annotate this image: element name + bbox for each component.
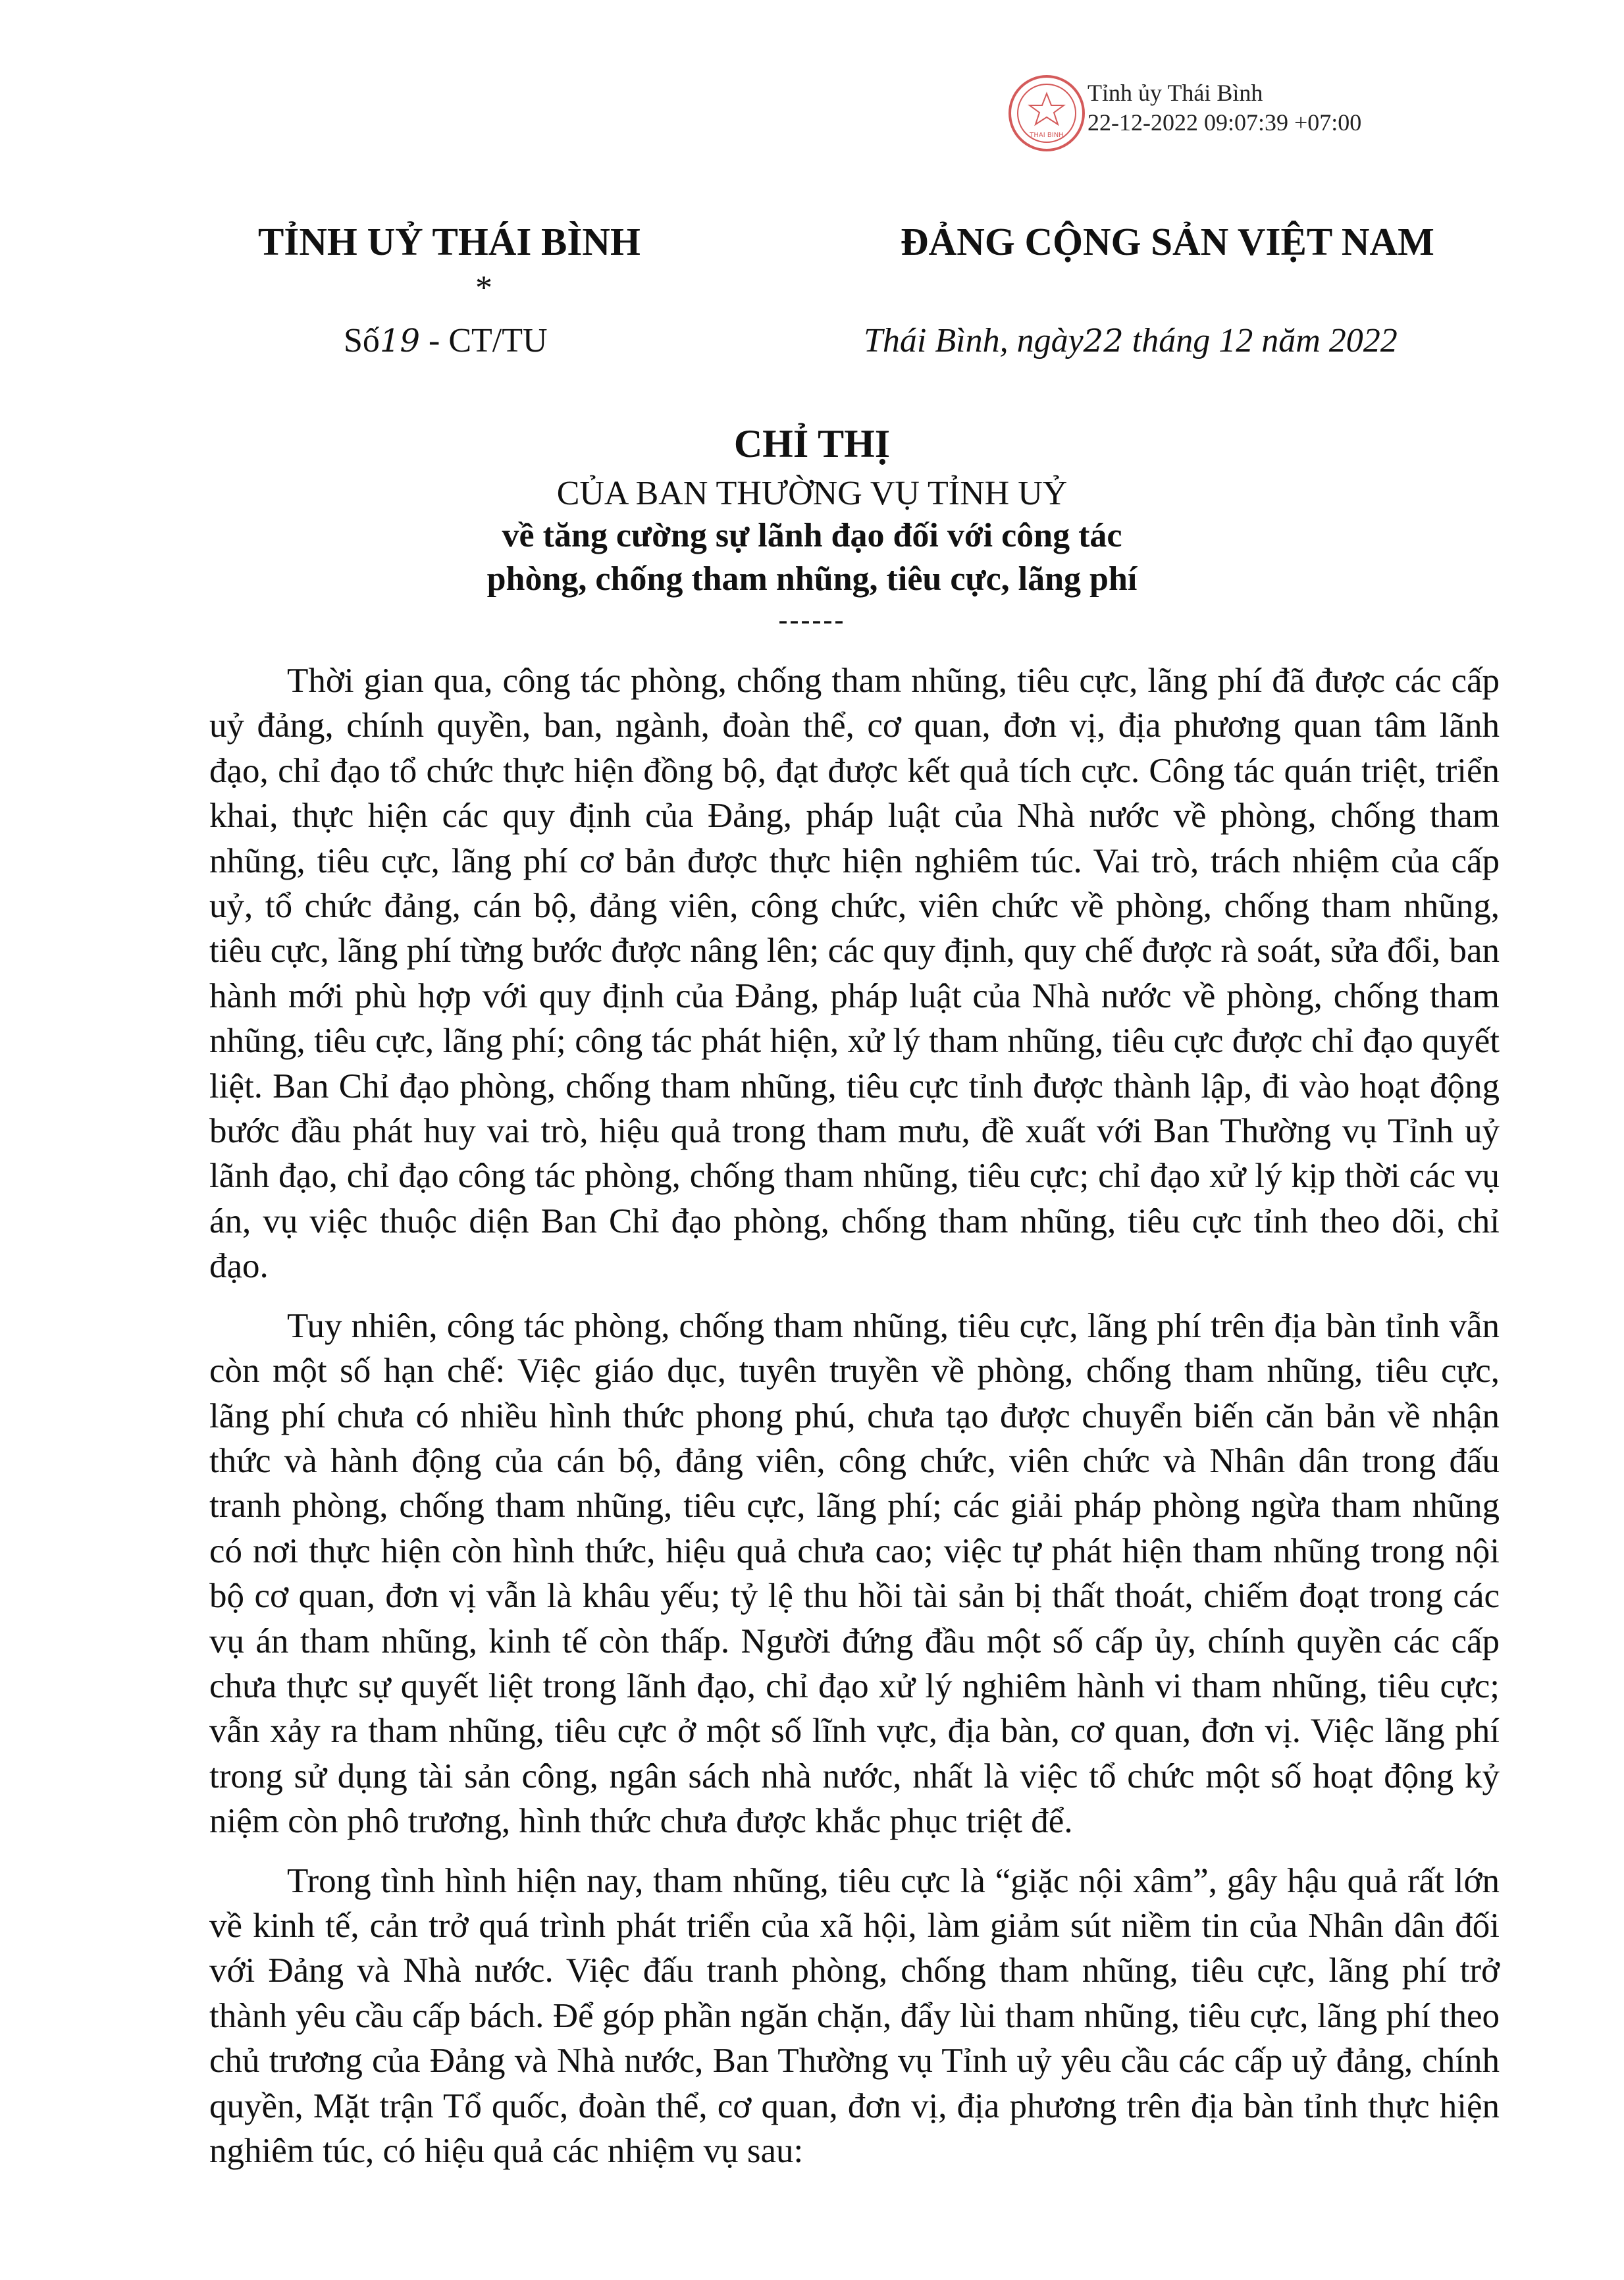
place-and-date [864, 321, 1398, 360]
document-issuer: CỦA BAN THƯỜNG VỤ TỈNH UỶ [556, 475, 1068, 512]
date-day-handwritten: 22 [1083, 323, 1124, 359]
subject-line-1: về tăng cường sự lãnh đạo đối với công tác [502, 517, 1122, 554]
date-suffix: tháng 12 năm 2022 [1132, 322, 1398, 359]
doc-number-suffix: - CT/TU [429, 322, 548, 359]
body-paragraph: Thời gian qua, công tác phòng, chống tham nhũng, tiêu cực, lãng phí đã được các cấp uỷ đảng, chính quyền, ban, ngành, đoàn thể, cơ quan, đơn vị, địa phương quan tâm lãnh đạo, chỉ đạo tổ chức thực hiện đồng bộ, đạt được kết quả tích cực. Công tác quán triệt, triển khai, thực hiện các quy định của Đảng, pháp luật của Nhà nước về phòng, chống tham nhũng, tiêu cực, lãng phí cơ bản được thực hiện nghiêm túc. Vai trò, trách nhiệm của cấp uỷ, tổ chức đảng, cán bộ, đảng viên, công chức, viên chức về phòng, chống tham nhũng, tiêu cực, lãng phí từng bước được nâng lên; các quy định, quy chế được rà soát, sửa đổi, ban hành mới phù hợp với quy định của Đảng, pháp luật của Nhà nước về phòng, chống tham nhũng, tiêu cực, lãng phí; công tác phát hiện, xử lý tham nhũng, tiêu cực được chỉ đạo quyết liệt. Ban Chỉ đạo phòng, chống tham nhũng, tiêu cực tỉnh được thành lập, đi vào hoạt động bước đầu phát huy vai trò, hiệu quả trong tham mưu, đề xuất với Ban Thường vụ Tỉnh uỷ lãnh đạo, chỉ đạo công tác phòng, chống tham nhũng, tiêu cực; chỉ đạo xử lý kịp thời các vụ án, vụ việc thuộc diện Ban Chỉ đạo phòng, chống tham nhũng, tiêu cực tỉnh theo dõi, chỉ đạo. [209, 662, 1500, 1286]
svg-text:THAI BINH: THAI BINH [1030, 132, 1064, 139]
body-paragraph: Tuy nhiên, công tác phòng, chống tham nhũng, tiêu cực, lãng phí trên địa bàn tỉnh vẫn còn một số hạn chế: Việc giáo dục, tuyên truyền về phòng, chống tham nhũng, tiêu cực, lãng phí chưa có nhiều hình thức phong phú, chưa tạo được chuyển biến căn bản về nhận thức và hành động của cán bộ, đảng viên, công chức, viên chức và Nhân dân trong đấu tranh phòng, chống tham nhũng, tiêu cực, lãng phí; các giải pháp phòng ngừa tham nhũng có nơi thực hiện còn hình thức, hiệu quả chưa cao; việc tự phát hiện tham nhũng trong nội bộ cơ quan, đơn vị vẫn là khâu yếu; tỷ lệ thu hồi tài sản bị thất thoát, chiếm đoạt trong các vụ án tham nhũng, kinh tế còn thấp. Người đứng đầu một số cấp ủy, chính quyền các cấp chưa thực sự quyết liệt trong lãnh đạo, chỉ đạo xử lý nghiêm hành vi tham nhũng, tiêu cực; vẫn xảy ra tham nhũng, tiêu cực ở một số lĩnh vực, địa bàn, cơ quan, đơn vị. Việc lãng phí trong sử dụng tài sản công, ngân sách nhà nước, nhất là việc tổ chức một số hoạt động kỷ niệm còn phô trương, hình thức chưa được khắc phục triệt để. [209, 1306, 1500, 1841]
title-divider: ------ [778, 605, 846, 635]
document-type: CHỈ THỊ [733, 422, 891, 465]
signature-organization: Tỉnh ủy Thái Bình [1087, 80, 1263, 106]
issuing-body-title: TỈNH UỶ THÁI BÌNH [258, 220, 641, 263]
doc-number-prefix: Số [344, 322, 380, 359]
subject-line-2: phòng, chống tham nhũng, tiêu cực, lãng phí [486, 560, 1138, 598]
signature-timestamp: 22-12-2022 09:07:39 +07:00 [1087, 109, 1362, 136]
party-title: ĐẢNG CỘNG SẢN VIỆT NAM [901, 220, 1434, 263]
header-star: * [475, 269, 492, 307]
date-prefix: Thái Bình, ngày [864, 322, 1084, 359]
body-paragraph: Trong tình hình hiện nay, tham nhũng, tiêu cực là “giặc nội xâm”, gây hậu quả rất lớn về kinh tế, cản trở quá trình phát triển của xã hội, làm giảm sút niềm tin của Nhân dân đối với Đảng và Nhà nước. Việc đấu tranh phòng, chống tham nhũng, tiêu cực, lãng phí trở thành yêu cầu cấp bách. Để góp phần ngăn chặn, đẩy lùi tham nhũng, tiêu cực, lãng phí theo chủ trương của Đảng và Nhà nước, Ban Thường vụ Tỉnh uỷ yêu cầu các cấp uỷ đảng, chính quyền, Mặt trận Tổ quốc, đoàn thể, cơ quan, đơn vị, địa phương trên địa bàn tỉnh thực hiện nghiêm túc, có hiệu quả các nhiệm vụ sau: [209, 1861, 1500, 2170]
signature-seal-icon [1007, 74, 1086, 153]
document-number [344, 321, 548, 360]
doc-number-handwritten: 19 [379, 323, 420, 359]
document-body [209, 658, 1500, 2188]
